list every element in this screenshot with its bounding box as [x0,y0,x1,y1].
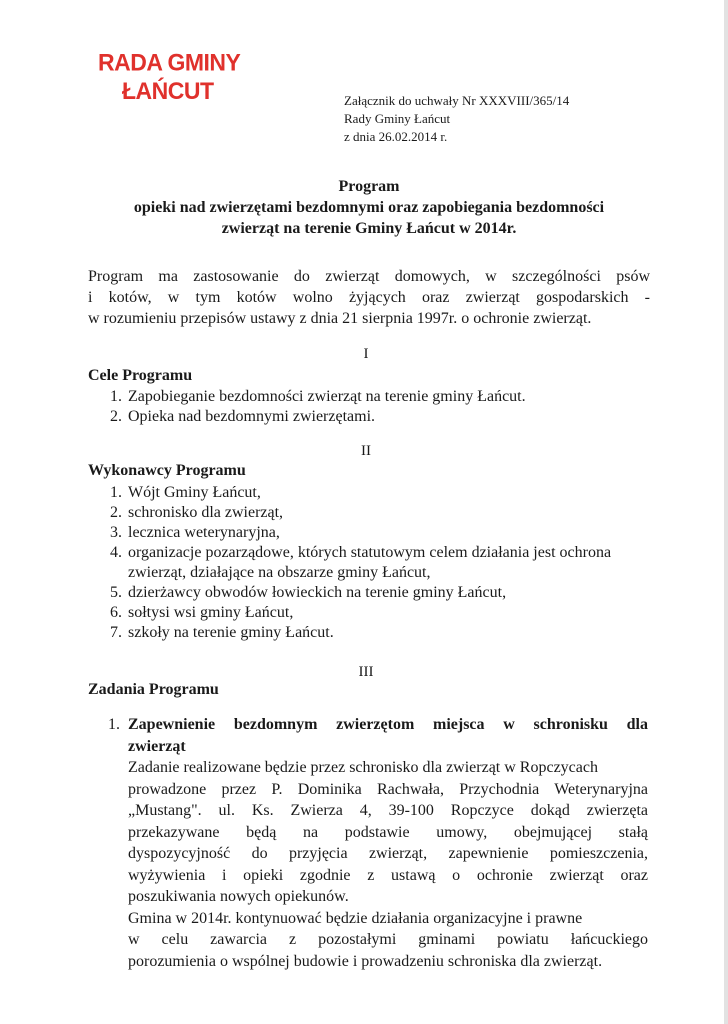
list-item: 1. Zapobieganie bezdomności zwierząt na terenie gminy Łańcut. [110,388,526,405]
list-item: 4. organizacje pozarządowe, których statutowym celem działania jest ochrona zwierząt, działające na obszarze gminy Łańcut, [110,544,612,581]
section-1-roman: I [363,346,369,362]
section-1-list [88,387,658,427]
intro-line-2: i kotów, w tym kotów wolno żyjących oraz zwierząt gospodarskich - [88,289,650,306]
task-1-heading: 1. Zapewnienie bezdomnym zwierzętom miejsca w schronisku dla [108,716,648,733]
task-1-body: Zadanie realizowane będzie przez schronisko dla zwierząt w Ropczycach prowadzone przez P. Dominika Rachwała, Przychodnia Weterynaryjna „Mustang". ul. Ks. Zwierza 4, 39-100 Ropczyce dokąd zwierzęta przekazywane będą na podstawie umowy, obejmującej stałą dyspozycyjność do przyjęcia zwierząt, zapewnienie pomieszczenia, wyżywienia i opieki zgodnie z ustawą o ochronie zwierząt oraz poszukiwania nowych opiekunów. Gmina w 2014r. kontynuować będzie działania organizacyjne i prawne w celu zawarcia z pozostałymi gminami powiatu łańcuckiego porozumienia o wspólnej budowie i prowadzeniu schroniska dla zwierząt. [128,759,648,970]
intro-paragraph [88,266,650,329]
list-item: 2. Opieka nad bezdomnymi zwierzętami. [110,408,376,425]
section-2-list [88,483,658,643]
section-2-heading: Wykonawcy Programu [88,462,246,479]
page-edge [724,0,728,1024]
council-stamp [98,49,240,106]
title-line-1: Program [338,178,400,195]
document-title [60,176,678,239]
section-1-heading: Cele Programu [88,367,193,384]
annex-line-1: Załącznik do uchwały Nr XXXVIII/365/14 [344,93,570,108]
intro-line-1: Program ma zastosowanie do zwierząt domowych, w szczególności psów [88,268,650,285]
annex-note [344,92,569,146]
intro-line-3: w rozumieniu przepisów ustawy z dnia 21 sierpnia 1997r. o ochronie zwierząt. [88,310,592,327]
list-item: 7. szkoły na terenie gminy Łańcut. [110,624,334,641]
stamp-line-1: RADA GMINY [98,48,241,76]
list-item: 5. dzierżawcy obwodów łowieckich na terenie gminy Łańcut, [110,584,507,601]
task-1-heading-line-2: zwierząt [128,737,186,755]
list-item: 2. schronisko dla zwierząt, [110,504,284,521]
task-1 [108,714,648,972]
title-line-3: zwierząt na terenie Gminy Łańcut w 2014r. [221,220,517,237]
list-item: 3. lecznica weterynaryjna, [110,524,280,541]
annex-line-3: z dnia 26.02.2014 r. [344,129,448,144]
section-3-heading: Zadania Programu [88,681,219,698]
list-item: 6. sołtysi wsi gminy Łańcut, [110,604,294,621]
annex-line-2: Rady Gminy Łańcut [344,111,451,126]
stamp-line-2: ŁAŃCUT [122,77,214,105]
list-item: 1. Wójt Gminy Łańcut, [110,484,261,501]
section-3-roman: III [358,664,374,680]
title-line-2: opieki nad zwierzętami bezdomnymi oraz zapobiegania bezdomności [133,199,605,216]
section-2-roman: II [361,443,371,459]
